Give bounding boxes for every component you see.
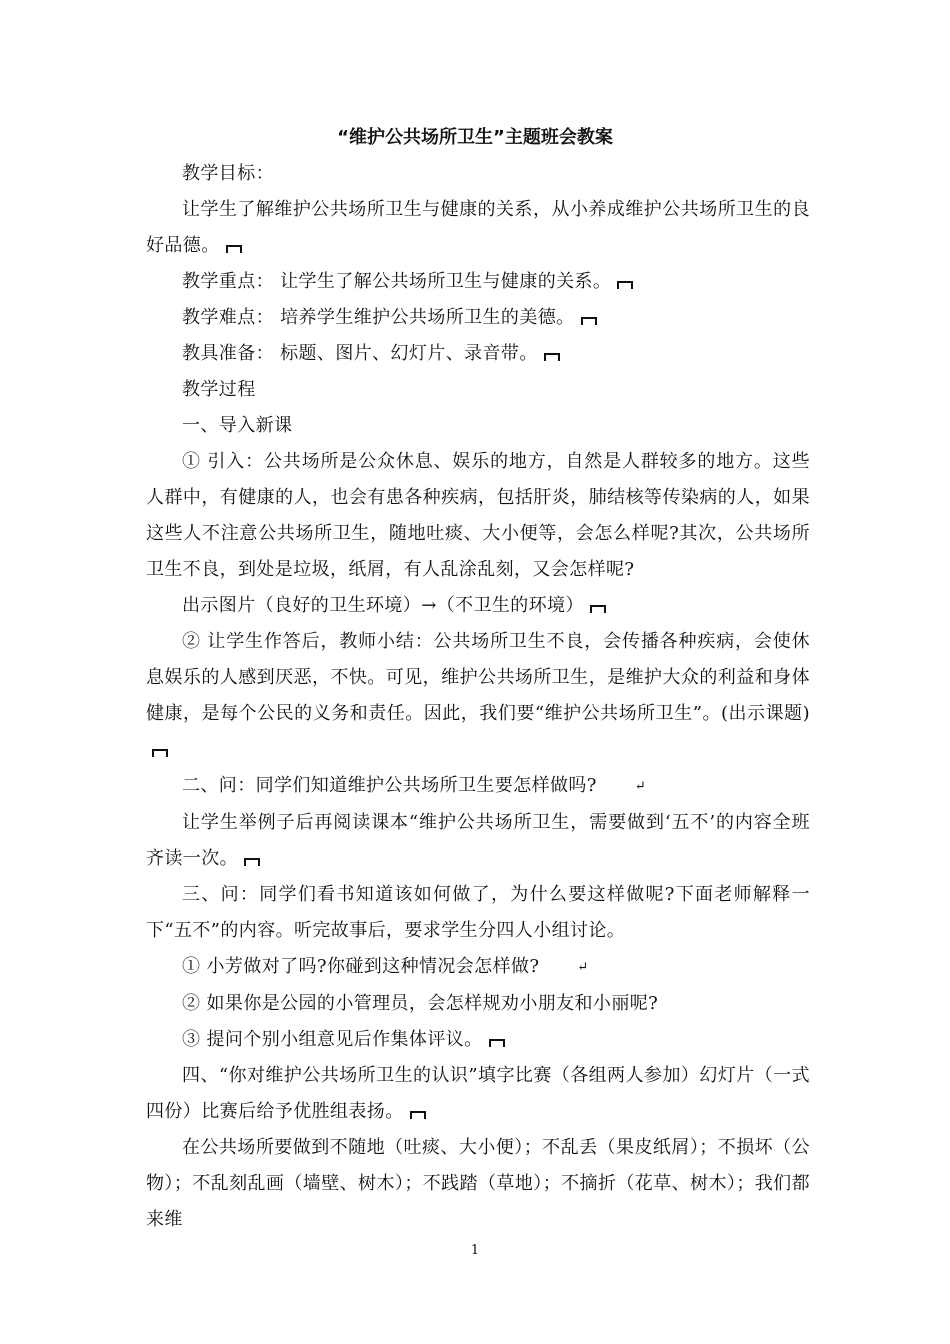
paragraph-mark-icon: [544, 353, 560, 361]
paragraph-mark-icon: [226, 245, 242, 253]
paragraph-text: 教学难点： 培养学生维护公共场所卫生的美德。: [182, 307, 575, 328]
paragraph: [146, 336, 810, 372]
paragraph-text: ① 小芳做对了吗?你碰到这种情况会怎样做?: [182, 956, 540, 977]
paragraph-text: 让学生举例子后再阅读课本“维护公共场所卫生，需要做到‘五不’的内容全班齐读一次。: [146, 812, 810, 869]
paragraph: [146, 408, 810, 444]
paragraph-text: 教学目标：: [182, 163, 274, 184]
paragraph-text: 四、“你对维护公共场所卫生的认识”填字比赛（各组两人参加）幻灯片（一式四份）比赛后给予优胜组表扬。: [146, 1065, 810, 1122]
paragraph-text: 二、问：同学们知道维护公共场所卫生要怎样做吗?: [182, 775, 597, 796]
paragraph-mark-icon: [410, 1111, 426, 1119]
paragraph: [146, 444, 810, 588]
paragraph-mark-icon: [244, 858, 260, 866]
paragraph: [146, 372, 810, 408]
paragraph-mark-icon: [489, 1039, 505, 1047]
paragraph: [146, 986, 810, 1022]
paragraph-mark-icon: [581, 317, 597, 325]
paragraph: [146, 805, 810, 877]
paragraph: [146, 1130, 810, 1238]
paragraph-text: ① 引入：公共场所是公众休息、娱乐的地方，自然是人群较多的地方。这些人群中，有健康的人，也会有患各种疾病，包括肝炎，肺结核等传染病的人，如果这些人不注意公共场所卫生，随地吐痰、大小便等，会怎么样呢?其次，公共场所卫生不良，到处是垃圾，纸屑，有人乱涂乱刻，又会怎样呢?: [146, 451, 810, 580]
document-body: [146, 156, 810, 1238]
line-break-arrow-icon: ↵: [634, 779, 646, 794]
paragraph: [146, 192, 810, 264]
paragraph: [146, 768, 810, 805]
paragraph-text: 教具准备： 标题、图片、幻灯片、录音带。: [182, 343, 538, 364]
page-number: 1: [470, 1243, 480, 1258]
paragraph: [146, 877, 810, 949]
paragraph: [146, 300, 810, 336]
paragraph: [146, 624, 810, 768]
paragraph-text: 让学生了解维护公共场所卫生与健康的关系，从小养成维护公共场所卫生的良好品德。: [146, 199, 810, 256]
paragraph-text: 三、问：同学们看书知道该如何做了，为什么要这样做呢?下面老师解释一下“五不”的内容。听完故事后，要求学生分四人小组讨论。: [146, 884, 810, 941]
paragraph-text: ② 如果你是公园的小管理员，会怎样规劝小朋友和小丽呢?: [182, 993, 659, 1014]
paragraph-text: ② 让学生作答后，教师小结：公共场所卫生不良，会传播各种疾病，会使休息娱乐的人感到厌恶，不快。可见，维护公共场所卫生，是维护大众的利益和身体健康，是每个公民的义务和责任。因此，我们要“维护公共场所卫生”。(出示课题): [146, 631, 810, 724]
paragraph-text: 一、导入新课: [182, 415, 293, 436]
paragraph: [146, 1058, 810, 1130]
paragraph: [146, 264, 810, 300]
paragraph: [146, 1022, 810, 1058]
line-break-arrow-icon: ↵: [577, 960, 589, 975]
paragraph-text: 教学重点： 让学生了解公共场所卫生与健康的关系。: [182, 271, 612, 292]
document-title: “维护公共场所卫生”主题班会教案: [337, 127, 613, 148]
paragraph: [146, 949, 810, 986]
paragraph-text: 在公共场所要做到不随地（吐痰、大小便）；不乱丢（果皮纸屑）；不损坏（公物）；不乱刻乱画（墙壁、树木）；不践踏（草地）；不摘折（花草、树木）；我们都来维: [146, 1137, 810, 1230]
paragraph-text: 教学过程: [182, 379, 256, 400]
paragraph: [146, 588, 810, 624]
paragraph: [146, 156, 810, 192]
paragraph-text: ③ 提问个别小组意见后作集体评议。: [182, 1029, 483, 1050]
paragraph-text: 出示图片（良好的卫生环境）→（不卫生的环境）: [182, 595, 584, 616]
paragraph-mark-icon: [617, 281, 633, 289]
paragraph-mark-icon: [590, 605, 606, 613]
paragraph-mark-icon: [152, 749, 168, 757]
